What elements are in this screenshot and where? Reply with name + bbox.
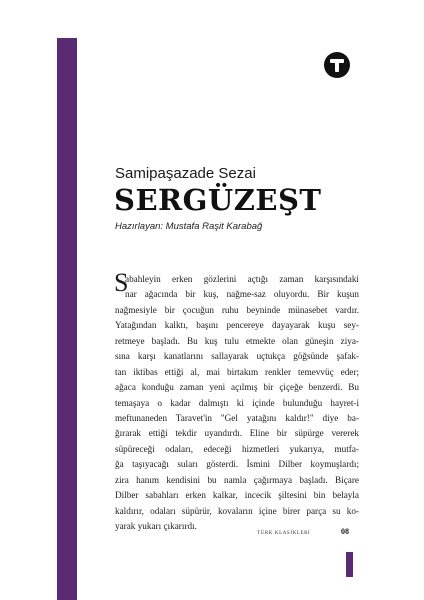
text-line: retmeye başladı. Bu kuş tulu etmekte olan güneşin ziya- [115,335,359,346]
text-line: zira hanım kendisini bu namla çağırmaya başladı. Biçare [115,474,359,485]
text-line: nağmesiyle bir çocuğun ruhu beyninde münasebet vardır. [115,304,359,315]
text-line: ağaca konduğu zaman yeni açılmış bir çiçeğe benzerdi. Bu [115,382,359,393]
text-line: abahleyin erken gözlerini açtığı zaman karşısındaki [125,274,359,284]
text-line: tan iktibas ettiği al, mai birtakım renkler temevvüç eder; [115,366,359,377]
book-title: SERGÜZEŞT [114,183,322,217]
purple-side-band [57,38,77,600]
author-name: Samipaşazade Sezai [115,165,256,182]
footer-purple-band [346,552,353,577]
page-number: 08 [341,527,349,536]
publisher-t-logo-icon [324,52,350,78]
text-line: ğırarak ettiği tekdir uyandırdı. Eline bir süpürge vererek [115,428,359,439]
text-line: nar ağacında bir kuş, nağme-saz oluyordu. Bir kuşun [125,289,359,300]
text-line: meftunaneden Taravet'in "Gel yatağını kaldır!" diye ba- [115,412,359,423]
text-line: yarak yukarı çıkarırdı. [115,521,197,531]
logo-stem [335,61,339,72]
text-line: sına karşı kanatlarını sallayarak uçtukça göğsünde şafak- [115,351,359,362]
editor-credit: Hazırlayan: Mustafa Raşit Karabağ [115,221,263,232]
text-line: temaşaya o kadar dalmıştı ki içinde bulunduğu hayret-i [115,397,359,408]
drop-cap: S [114,268,129,297]
text-line: ğa taşıyacağı suları gösterdi. İsmini Dilber koymuşlardı; [115,459,359,470]
text-line: Yatağından kalktı, başını pencereye dayayarak kuşu sey- [115,320,359,331]
series-label: TÜRK KLASİKLERİ [257,531,311,536]
body-text [115,272,359,534]
text-line: Dilber sabahları erken kalkar, incecik şiltesini bin belayla [115,490,359,501]
text-line: kaldırır, odaları süpürür, kovaların içine birer parça su ko- [115,505,359,516]
text-line: süpüreceği odaları, edeceği hizmetleri yukarıya, mutfa- [115,443,359,454]
